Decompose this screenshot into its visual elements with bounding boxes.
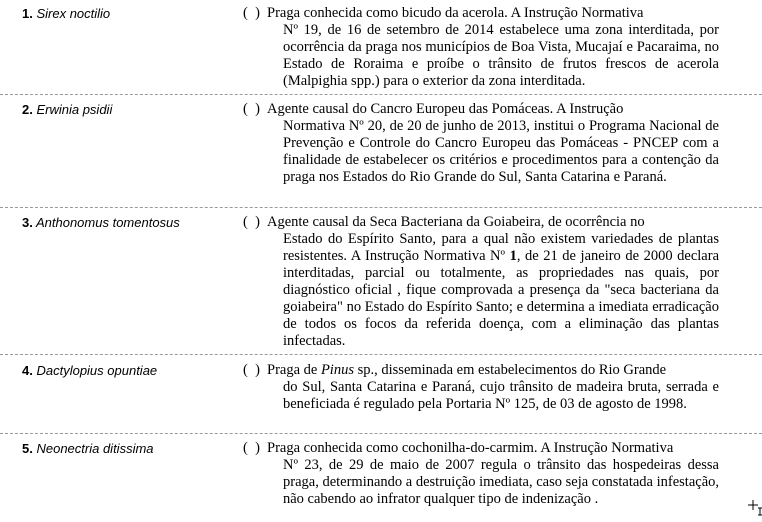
pest-name-5: 5. Neonectria ditissima <box>22 441 154 456</box>
pest-name-4: 4. Dactylopius opuntiae <box>22 363 158 378</box>
row-divider <box>0 433 762 434</box>
pest-name-3: 3. Anthonomus tomentosus <box>22 215 180 230</box>
crosshair-cursor-icon <box>748 500 762 516</box>
answer-blank-5[interactable]: ( ) <box>243 440 260 456</box>
description-1: Praga conhecida como bicudo da acerola. A Instrução Normativa Nº 19, de 16 de setembro de 2014 estabelece uma zona interditada, por ocorrência da praga nos municípios de Boa Vista, Mucajaí e Pacaraima, no Estado de Roraima e proíbe o trânsito de frutos frescos de acerola (Malpighia spp.) para o exterior da zona interditada. <box>267 5 719 89</box>
description-2: Agente causal do Cancro Europeu das Pomáceas. A Instrução Normativa Nº 20, de 20 de junho de 2013, institui o Programa Nacional de Prevenção e Controle do Cancro Europeu das Pomáceas - PNCEP com a finalidade de estabelecer os critérios e procedimentos para a contenção da praga nos Estados do Rio Grande do Sul, Santa Catarina e Paraná. <box>267 101 719 185</box>
description-3: Agente causal da Seca Bacteriana da Goiabeira, de ocorrência no Estado do Espírito Santo, para a qual não existem variedades de plantas resistentes. A Instrução Normativa Nº 1, de 21 de janeiro de 2000 declara interditadas, parcial ou totalmente, as propriedades nas quais, por diagnóstico oficial , fique comprovada a presença da "seca bacteriana da goiabeira" no Estado do Espírito Santo; e determina a imediata erradicação de todos os focos da referida doença, com a eliminação das plantas infectadas. <box>267 214 719 349</box>
answer-blank-3[interactable]: ( ) <box>243 214 260 230</box>
row-divider <box>0 354 762 355</box>
answer-blank-2[interactable]: ( ) <box>243 101 260 117</box>
row-divider <box>0 94 762 95</box>
answer-blank-1[interactable]: ( ) <box>243 5 260 21</box>
row-divider <box>0 207 762 208</box>
description-4: Praga de Pinus sp., disseminada em estabelecimentos do Rio Grande do Sul, Santa Catarina e Paraná, cujo trânsito de madeira bruta, serrada e beneficiada é regulado pela Portaria Nº 125, de 03 de agosto de 1998. <box>267 362 719 412</box>
answer-blank-4[interactable]: ( ) <box>243 362 260 378</box>
description-5: Praga conhecida como cochonilha-do-carmim. A Instrução Normativa Nº 23, de 29 de maio de 2007 regula o trânsito das hospedeiras dessa praga, determinando a destruição imediata, caso seja constatada infestação, não cabendo ao infrator qualquer tipo de indenização . <box>267 440 720 507</box>
pest-name-2: 2. Erwinia psidii <box>22 102 113 117</box>
pest-name-1: 1. Sirex noctilio <box>22 6 111 21</box>
